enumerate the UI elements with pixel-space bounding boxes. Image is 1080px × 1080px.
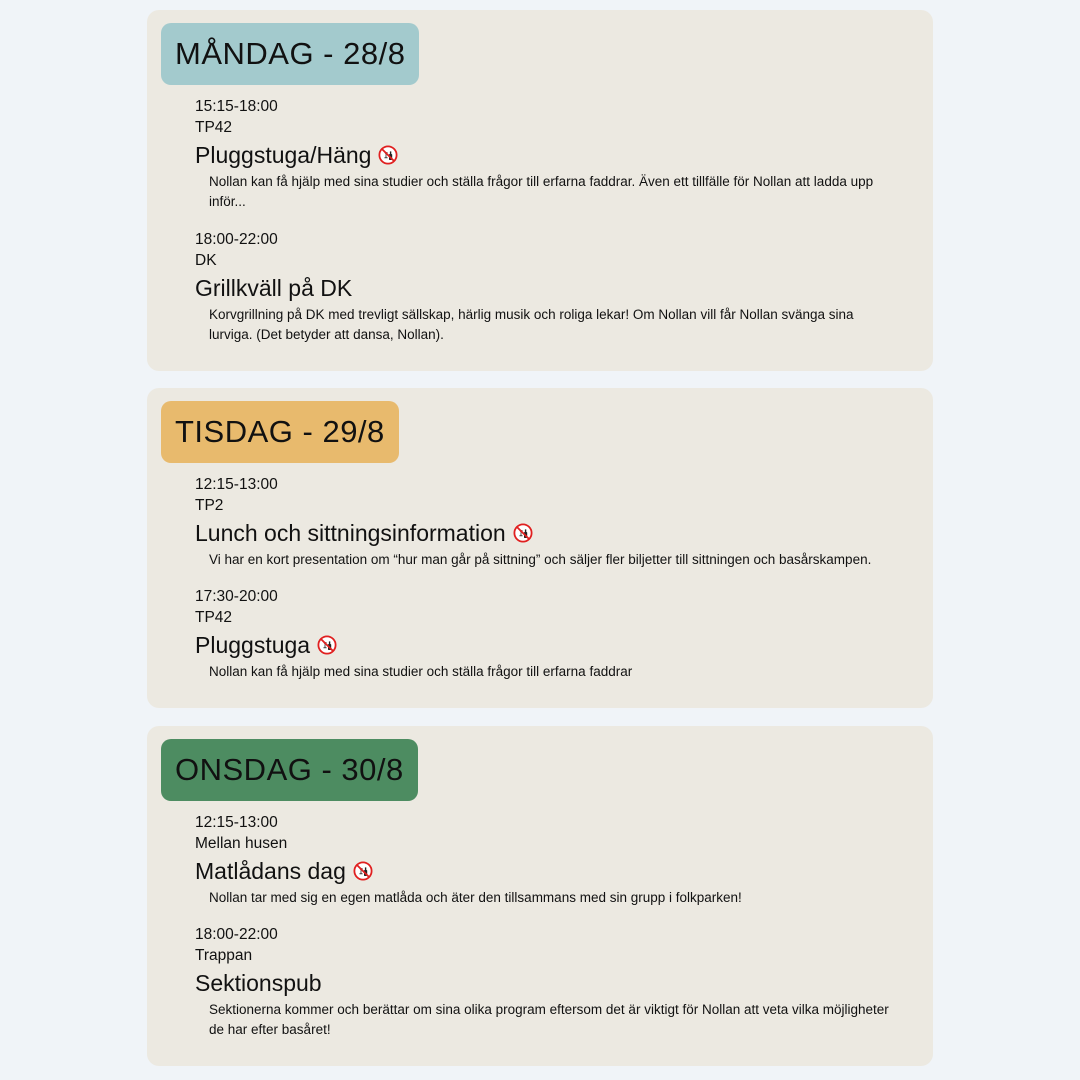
event-title-text: Lunch och sittningsinformation (195, 520, 506, 546)
event-title (195, 518, 889, 548)
no-alcohol-icon (378, 145, 398, 165)
event-title-text: Pluggstuga/Häng (195, 142, 372, 168)
event-location: Trappan (195, 947, 253, 964)
day-card-monday (147, 10, 933, 371)
event-item (195, 229, 889, 345)
event-location: DK (195, 252, 217, 269)
event-item (195, 474, 889, 570)
event-description: Sektionerna kommer och berättar om sina olika program eftersom det är viktigt för Nollan att veta vilka möjligheter de har efter basåret! (209, 1002, 889, 1037)
event-title-text: Matlådans dag (195, 858, 346, 884)
no-alcohol-icon (353, 861, 373, 881)
event-time: 17:30-20:00 (195, 588, 278, 605)
event-title-text: Sektionspub (195, 970, 322, 996)
event-item (195, 586, 889, 682)
event-location: Mellan husen (195, 835, 288, 852)
event-description: Nollan kan få hjälp med sina studier och ställa frågor till erfarna faddrar. Även ett tillfälle för Nollan att ladda upp inför... (209, 174, 874, 209)
no-alcohol-icon (317, 635, 337, 655)
event-time: 18:00-22:00 (195, 231, 278, 248)
event-time: 15:15-18:00 (195, 98, 278, 115)
day-card-tuesday (147, 388, 933, 708)
day-header: ONSDAG - 30/8 (161, 739, 418, 801)
no-alcohol-icon (513, 523, 533, 543)
event-title (195, 968, 889, 998)
event-item (195, 924, 889, 1040)
day-card-wednesday (147, 726, 933, 1066)
event-location: TP42 (195, 119, 233, 136)
event-description: Vi har en kort presentation om “hur man går på sittning” och säljer fler biljetter till sittningen och basårskampen. (209, 552, 872, 567)
event-title-text: Grillkväll på DK (195, 275, 353, 301)
event-time: 12:15-13:00 (195, 476, 278, 493)
event-description: Nollan tar med sig en egen matlåda och äter den tillsammans med sin grupp i folkparken! (209, 890, 742, 905)
event-location: TP2 (195, 497, 224, 514)
event-title-text: Pluggstuga (195, 632, 311, 658)
event-time: 12:15-13:00 (195, 814, 278, 831)
event-item (195, 96, 889, 212)
event-title (195, 856, 889, 886)
event-time: 18:00-22:00 (195, 926, 278, 943)
event-item (195, 812, 889, 908)
event-description: Nollan kan få hjälp med sina studier och ställa frågor till erfarna faddrar (209, 664, 633, 679)
event-location: TP42 (195, 609, 233, 626)
event-title (195, 273, 889, 303)
event-title (195, 140, 889, 170)
event-title (195, 630, 889, 660)
day-header: MÅNDAG - 28/8 (161, 23, 419, 85)
event-description: Korvgrillning på DK med trevligt sällskap, härlig musik och roliga lekar! Om Nollan vill får Nollan svänga sina lurviga. (Det betyder att dansa, Nollan). (209, 307, 854, 342)
day-header: TISDAG - 29/8 (161, 401, 399, 463)
